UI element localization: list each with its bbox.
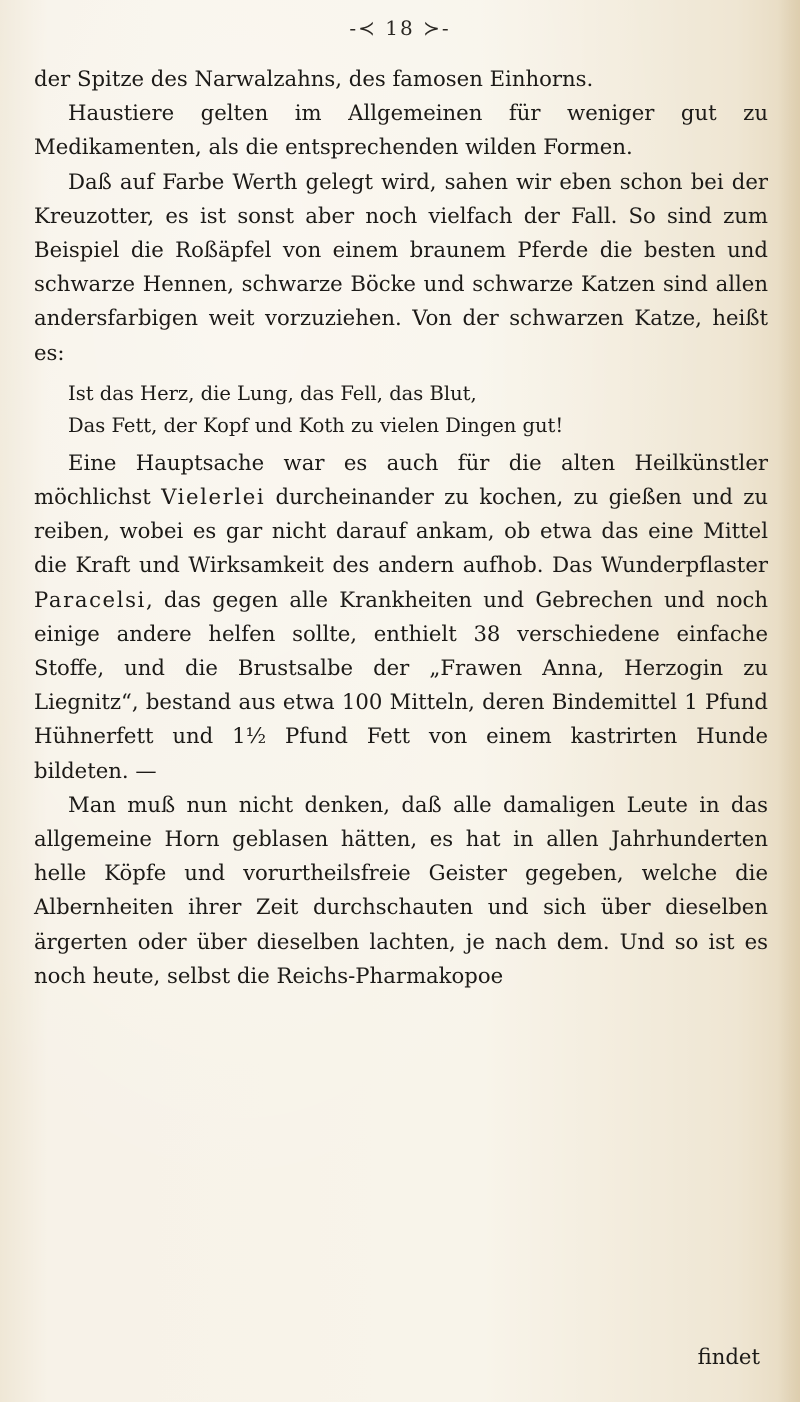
page-edge-shadow xyxy=(778,0,800,1402)
text-run: durcheinander zu kochen, zu gießen und zu reiben, wobei es gar nicht darauf ankam, ob etwa das eine Mittel die Kraft und Wirksamkeit des andern aufhob. Das Wunderpflaster xyxy=(34,484,769,578)
paragraph-heilkuenstler xyxy=(34,446,768,788)
page-number-header: -≺ 18 ≻- xyxy=(349,16,451,40)
emphasized-word: Vielerlei xyxy=(161,484,266,510)
text-run: Eine Hauptsache war es auch für die alten Heilkünstler möchlichst xyxy=(34,449,768,510)
verse-quote xyxy=(68,378,768,442)
emphasized-word: Paracelsi xyxy=(34,586,146,612)
body-text xyxy=(34,62,768,993)
text-run: Man muß nun nicht denken, daß alle damaligen Leute in das allgemeine Horn geblasen hätten, es hat in allen Jahrhunderten helle Köpfe und vorurtheilsfreie Geister gegeben, welche die Albernheiten ihrer Zeit durchschauten und sich über dieselben ärgerten oder über dieselben lachten, je nach dem. Und so ist es noch heute, selbst die Reichs-Pharmakopoe xyxy=(34,791,768,988)
paragraph-haustiere: Haustiere gelten im Allgemeinen für weniger gut zu Medikamenten, als die entsprechenden wilden Formen. xyxy=(34,100,768,160)
paragraph-farbe: Daß auf Farbe Werth gelegt wird, sahen wir eben schon bei der Kreuzotter, es ist sonst aber noch vielfach der Fall. So sind zum Beispiel die Roßäpfel von einem braunem Pferde die besten und schwarze Hennen, schwarze Böcke und schwarze Katzen sind allen andersfarbigen weit vorzuziehen. Von der schwarzen Katze, heißt es: xyxy=(34,168,768,365)
catchword: findet xyxy=(697,1344,760,1369)
verse-line: Das Fett, der Kopf und Koth zu vielen Dingen gut! xyxy=(68,413,564,437)
text-run: , das gegen alle Krankheiten und Gebrechen und noch einige andere helfen sollte, enthielt 38 verschiedene einfache Stoffe, und die Brustsalbe der „Frawen Anna, Herzogin zu Liegnitz“, bestand aus etwa 100 Mitteln, deren Bindemittel 1 Pfund Hühnerfett und 1½ Pfund Fett von einem kastrirten Hunde bildeten. — xyxy=(34,586,768,783)
paragraph-koepfe xyxy=(34,788,768,993)
verse-line: Ist das Herz, die Lung, das Fell, das Blut, xyxy=(68,381,477,405)
paragraph-continued: der Spitze des Narwalzahns, des famosen Einhorns. xyxy=(34,66,594,91)
